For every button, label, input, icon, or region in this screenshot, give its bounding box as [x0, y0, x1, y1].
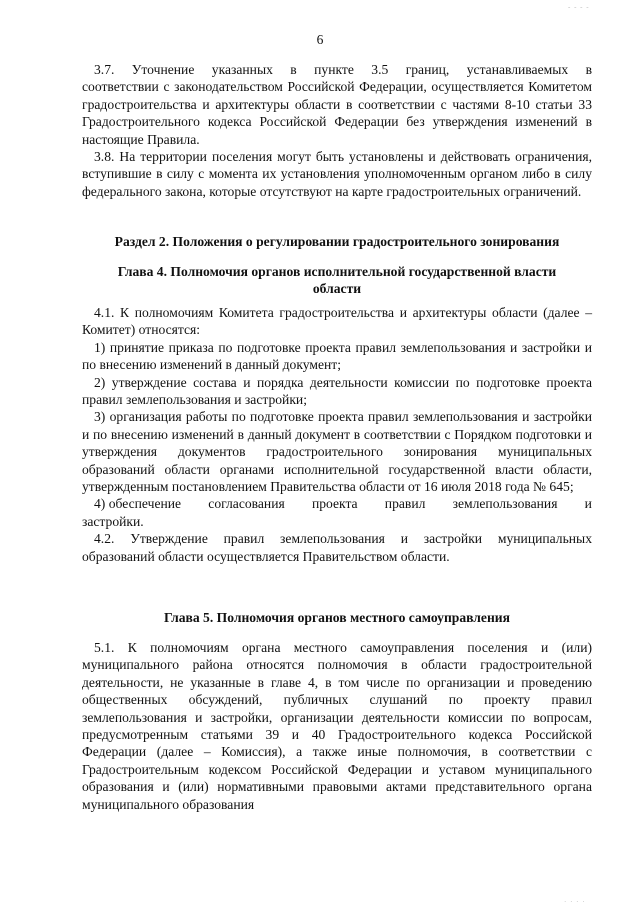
word: устанавливаемых	[466, 62, 569, 77]
word: 3.5	[371, 62, 389, 77]
paragraph-4-1-text: 4.1. К полномочиям Комитета градостроительства и архитектуры области (далее – Комитет) относятся:	[82, 305, 592, 338]
paragraph-3-7-number: 3.7.	[94, 62, 115, 77]
word: указанных	[211, 62, 273, 77]
section-2-heading: Раздел 2. Положения о регулировании градостроительного зонирования	[114, 234, 560, 249]
page-number: 6	[316, 32, 324, 47]
word: проекта	[311, 496, 358, 512]
word: в	[290, 62, 297, 77]
paragraph-5-1-text: 5.1. К полномочиям органа местного самоуправления поселения и (или) муниципального района относятся полномочия в области градостроительной деятельности, не указанные в главе 4, в том числе по организации и проведению общественных обсуждений, публичных слушаний по проекту правил землепользования и застройки, организации деятельности комиссии по вопросам, предусмотренным статьями 39 и 40 Градостроительного кодекса Российской Федерации (далее – Комиссия), а также иные полномочия, в соответствии с Градостроительным кодексом Российской Федерации и уставом муниципального образования и (или) нормативными правовыми актами представительного органа муниципального образования	[82, 640, 592, 812]
paragraph-3-7-first-line	[82, 61, 592, 78]
paragraph-4-1	[82, 304, 592, 565]
list-item-4-end: застройки.	[82, 513, 144, 529]
word: Уточнение	[131, 62, 195, 77]
chapter-4-heading-line-2: области	[312, 281, 362, 297]
paragraph-3-8	[82, 148, 592, 200]
word: правил	[384, 496, 426, 512]
paragraph-5-1	[82, 639, 592, 813]
chapter-4-heading	[82, 263, 592, 298]
word: пункте	[314, 62, 354, 77]
word: и	[584, 496, 592, 512]
list-item-2: 2) утверждение состава и порядка деятельности комиссии по подготовке проекта правил землепользования и застройки;	[82, 374, 592, 408]
chapter-5-heading: Глава 5. Полномочия органов местного самоуправления	[163, 610, 510, 625]
scan-artifact-top: - - - -	[568, 3, 590, 11]
word: 4) обеспечение	[94, 496, 182, 512]
word: согласования	[208, 496, 285, 512]
paragraph-3-8-text: 3.8. На территории поселения могут быть установлены и действовать ограничения, вступившие в силу с момента их установления уполномоченным органом либо в силу федерального закона, которые отсутствуют на карте градостроительных ограничений.	[82, 149, 592, 199]
word: границ,	[405, 62, 450, 77]
chapter-4-heading-line-1: Глава 4. Полномочия органов исполнительной государственной власти	[117, 264, 557, 279]
word: землепользования	[452, 496, 558, 512]
paragraph-3-7	[82, 61, 592, 148]
list-item-1: 1) принятие приказа по подготовке проекта правил землепользования и застройки и по внесению изменений в данный документ;	[82, 339, 592, 373]
paragraph-3-7-body: соответствии с законодательством Российской Федерации, осуществляется Комитетом градостроительства и архитектуры области в соответствии с частями 8-10 статьи 33 Градостроительного кодекса Российской Федерации без утверждения изменений в настоящие Правила.	[82, 79, 592, 147]
scan-artifact-bottom: · · · ·	[564, 898, 586, 906]
word: в	[585, 62, 592, 77]
paragraph-4-2-text: 4.2. Утверждение правил землепользования и застройки муниципальных образований области осуществляется Правительством области.	[82, 531, 592, 564]
list-item-4-first-line	[82, 495, 592, 512]
list-item-3: 3) организация работы по подготовке проекта правил землепользования и застройки и по внесению изменений в данный документ в соответствии с Порядком подготовки и утверждения документов градостроительного зонирования муниципальных образований области органами исполнительной государственной власти области, утвержденным постановлением Правительства области от 16 июля 2018 года № 645;	[82, 409, 592, 495]
